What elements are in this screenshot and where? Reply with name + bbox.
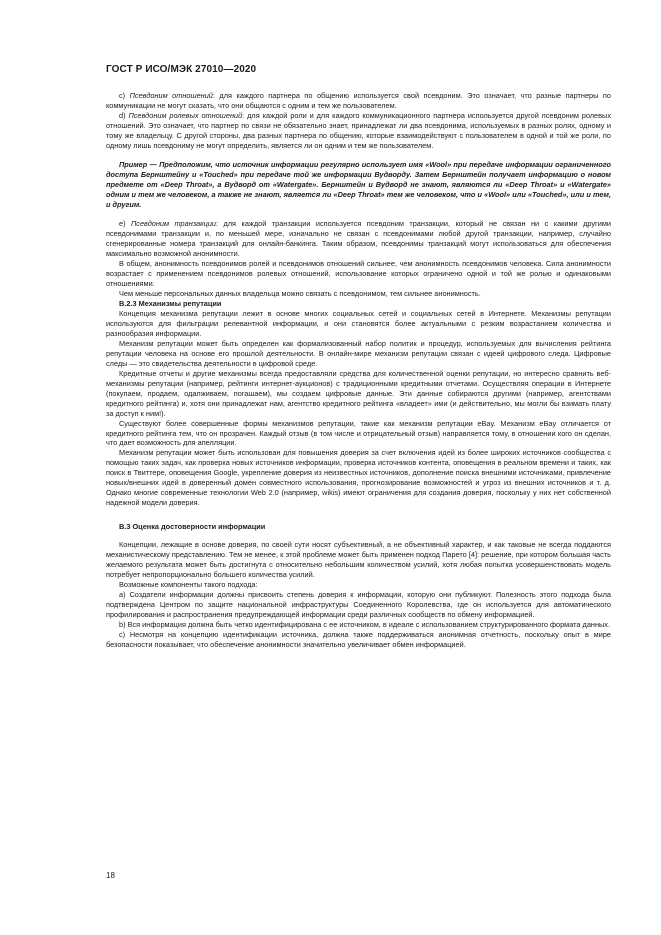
example-paragraph: Пример — Предположим, что источник информации регулярно использует имя «Wool» при передаче информации ограниченного доступа Бернштейну и «Touched» при передаче той же информации Вудворду. Затем Бернштейн получает информацию о новом предмете от «Deep Throat», а Вудворд от «Watergate». Бернштейн и Вудворд не знают, являются ли «Deep Throat» и «Watergate» одним и тем же человеком, а также не знают, является ли «Deep Throat» тем же человеком, что и «Wool» или «Touched», или и тем, и другим. [106, 159, 611, 209]
term: Псевдоним ролевых отношений [128, 110, 243, 120]
list-item-b: b) Вся информация должна быть четко идентифицирована с ее источником, в идеале с использованием структурированного формата данных. [119, 620, 611, 630]
paragraph-pseudonym-role-relations [106, 111, 611, 151]
list-marker: с) [119, 91, 130, 100]
paragraph-anonymity-strength: В общем, анонимность псевдонимов ролей и псевдонимов отношений сильнее, чем анонимность псевдонимов человека. Сила анонимности возрастает с применением псевдонимов ролевых отношений, использование которых ограничено одной и той же ролью и одинаковыми отношениями. [106, 258, 611, 288]
term: Псевдоним транзакции [130, 218, 216, 228]
paragraph-pseudonym-relations [106, 91, 611, 111]
paragraph-components-intro: Возможные компоненты такого подхода: [119, 580, 258, 590]
paragraph-text: : для каждой транзакции используется псевдоним транзакции, который не связан ни с какими другими псевдонимами транзакции и, по меньшей мере, изначально не связан с псевдонимами любой другой транзакции, например, случайно сгенерированные номера транзакций для онлайн-банкинга. Таким образом, псевдонимы транзакций могут использоваться для обеспечения максимально возможной анонимности. [106, 218, 611, 258]
term: Псевдоним отношений [129, 91, 213, 100]
paragraph-reputation-trust: Механизм репутации может быть использован для повышения доверия за счет включения идей из более широких источников сообщества с помощью таких задач, как проверка новых источников информации, проверка источников контента, оповещения в реальном времени и таких, как поиск в Твиттере, оповещения Google, укрепление доверия из неизвестных источников, дополнение поиска внешними источниками, привлечение новых/внешних идей в доверенный домен совместного использования, прогнозирование возможностей и угроз из внешних источников и т. д. Однако многие современные технологии Web 2.0 (например, wikis) имеют ограничения для создания доверия, поскольку у них нет собственной надежной модели доверия. [106, 448, 611, 508]
document-body [106, 91, 611, 650]
paragraph-text: : для каждой роли и для каждого коммуникационного партнера используется другой псевдоним ролевых отношений. Это означает, что партнер по связи не обязательно знает, принадлежат ли два псевдонима, используемых в разных ролях, одному и тому же владельцу. С другой стороны, два разных партнера по общению, которые взаимодействуют с пользователем в одной и той же роли, по одному лишь псевдониму не могут определить, является ли он одним и тем же пользователем. [106, 110, 611, 150]
document-header: ГОСТ Р ИСО/МЭК 27010—2020 [106, 64, 257, 75]
list-marker: е) [119, 218, 131, 228]
paragraph-trust-concepts: Концепции, лежащие в основе доверия, по своей сути носят субъективный, а не объективный характер, и как таковые не всегда поддаются механистическому представлению. Тем не менее, к этой проблеме может быть применен подход Парето [4]: решение, при котором большая часть желаемого результата может быть достигнута с относительно небольшим количеством усилий, хотя любая попытка усовершенствовать модель потребует непропорционально большего количества усилий. [106, 540, 611, 580]
paragraph-reputation-concept: Концепция механизма репутации лежит в основе многих социальных сетей и социальных сетей в Интернете. Механизмы репутации используются для фильтрации релевантной информации, и они становятся более актуальными с резким возрастанием количества и разнообразия информации. [106, 308, 611, 338]
paragraph-credit-reports: Кредитные отчеты и другие механизмы всегда предоставляли средства для количественной оценки репутации, но интересно сравнить веб-механизмы репутации (например, рейтинги интернет-аукционов) с традиционными кредитными отчетами. Осуществляя операции в Интернете (покупаем, продаем, одалживаем, погашаем), мы создаем цифровые данные. Эти данные собираются другими (например, агентствами кредитного рейтинга) и, хотя они принадлежат нам, агентство кредитного рейтинга «владеет» ими (и действительно, мы могли бы взимать плату за доступ к ним!). [106, 368, 611, 418]
page-number: 18 [106, 871, 115, 880]
paragraph-pseudonym-transaction [106, 219, 611, 259]
paragraph-ebay: Существуют более совершенные формы механизмов репутации, такие как механизм репутации eBay. Механизм eBay отличается от кредитного рейтинга тем, что он прозрачен. Каждый отзыв (в том числе и отрицательный отзыв) направляется тому, в отношении кого он сделан, что дает возможность для апелляции. [106, 418, 611, 448]
list-marker: d) [119, 110, 129, 120]
section-heading-credibility: B.3 Оценка достоверности информации [119, 522, 266, 532]
paragraph-text: : для каждого партнера по общению используется свой псевдоним. Это означает, что разные партнеры по коммуникации не могут сказать, что они общаются с одним и тем же пользователем. [106, 91, 611, 110]
paragraph-reputation-definition: Механизм репутации может быть определен как формализованный набор политик и процедур, используемых для вычисления рейтинга репутации человека на основе его прошлой деятельности. В онлайн-мире механизм репутации связан с идеей цифрового следа. Цифровые следы — это свидетельства деятельности в цифровой среде. [106, 338, 611, 368]
list-item-a: a) Создатели информации должны присвоить степень доверия к информации, которую они публикуют. Полезность этого подхода была подтверждена Центром по защите национальной инфраструктуры Соединенного Королевства, где он используется для автоматического профилирования и распространения предупреждающей информации среди различных сообществ по обмену информацией. [106, 590, 611, 620]
list-item-c: c) Несмотря на концепцию идентификации источника, должна также поддерживаться анонимная отчетность, поскольку опыт в мире безопасности показывает, что обеспечение анонимности значительно увеличивает обмен информацией. [106, 630, 611, 650]
section-heading-reputation: B.2.3 Механизмы репутации [119, 298, 222, 308]
paragraph-personal-data: Чем меньше персональных данных владельца можно связать с псевдонимом, тем сильнее анонимность. [119, 288, 481, 298]
